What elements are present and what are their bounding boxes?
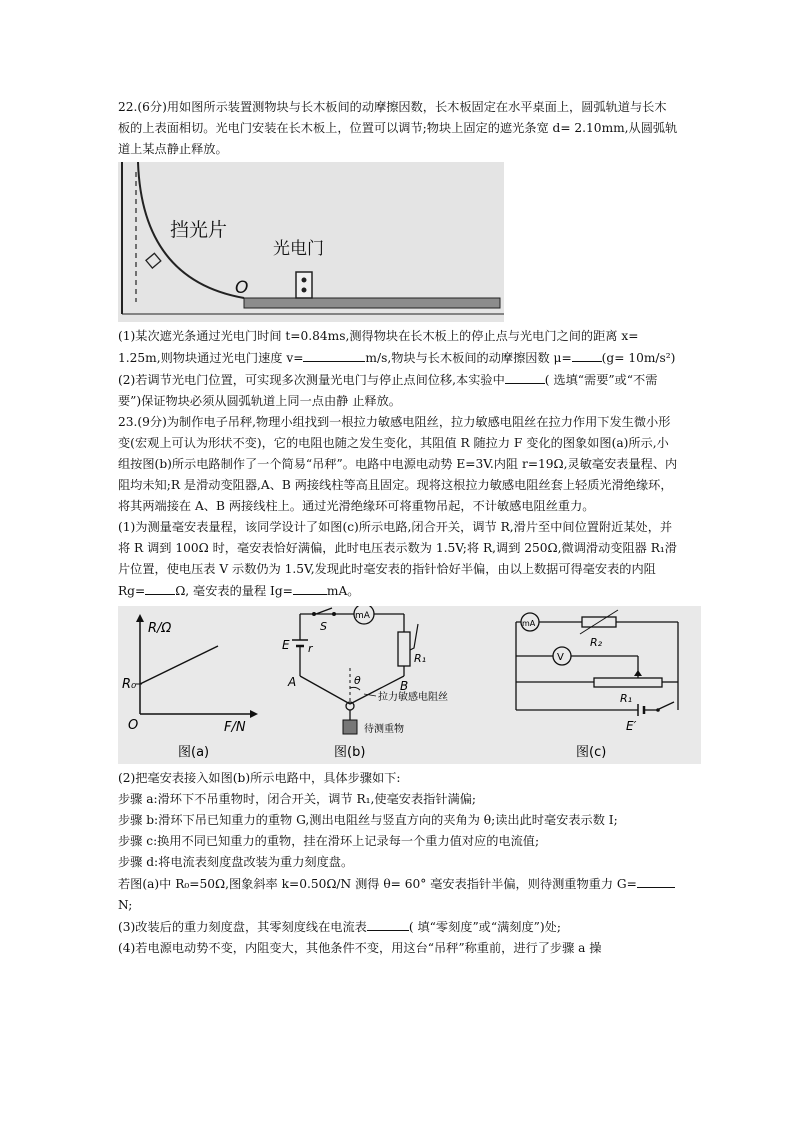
q22-figure [118,162,504,322]
q23-step-b: 步骤 b:滑环下吊已知重力的重物 G,测出电阻丝与竖直方向的夹角为 θ;读出此时毫安表示数 I; [118,813,618,827]
mu-blank[interactable] [572,347,602,362]
q22-intro: 22.(6分)用如图所示装置测物块与长木板间的动摩擦因数，长木板固定在水平桌面上，圆弧轨道与长木板的上表面相切。光电门安装在长木板上，位置可以调节;物块上固定的遮光条宽 d= 2.10mm,从圆弧轨道上某点静止释放。 [118,100,678,156]
fig-c-R1: R₁ [620,692,633,705]
fig-a-xlabel: F/N [224,720,246,735]
ig-blank[interactable] [293,580,327,595]
fig-b-B: B [400,679,409,693]
q22-part2-text-b: ( 选填“需要”或“不需要”)保证物块必须从圆弧轨道上同一点由静 止释放。 [118,373,658,408]
q23-part2-cond-text-b: N; [118,898,133,912]
q23-intro: 23.(9分)为制作电子吊秤,物理小组找到一根拉力敏感电阻丝，拉力敏感电阻丝在拉力作用下发生微小形变(宏观上可认为形状不变)，它的电阻也随之发生变化，其阻值 R 随拉力 F 变化的图象如图(a)所示,小组按图(b)所示电路制作了一个简易“吊秤”。电路中电源电动势 E=3V.内阻 r=19Ω,灵敏毫安表量程、内阻均未知;R 是滑动变阻器,A、B 两接线柱等高且固定。现将这根拉力敏感电阻丝套上轻质光滑绝缘环，将其两端接在 A、B 两接线柱上。通过光滑绝缘环可将重物吊起，不计敏感电阻丝重力。 [118,415,678,513]
q23-step-d: 步骤 d:将电流表刻度盘改装为重力刻度盘。 [118,855,354,869]
fig-b-wire-label: 拉力敏感电阻丝 [378,692,448,703]
exam-page [118,97,678,959]
origin-label: O [235,278,249,298]
q23-part1-text-c: mA。 [326,584,360,598]
q23-part1 [118,517,678,602]
q23-figures [118,606,701,764]
fig-a-r0: R₀ [122,677,137,692]
fig-b-weight-label: 待测重物 [364,724,404,735]
q23-part3-text-b: ( 填“零刻度”或“满刻度”)处; [408,920,561,934]
q23-figures-svg [118,606,701,764]
fig-b-r: r [308,642,313,655]
gate-label: 光电门 [273,239,324,259]
q22-part1 [118,326,678,369]
q22-part1-text-a: (1)某次遮光条通过光电门时间 t=0.84ms,测得物块在长木板上的停止点与光电门之间的距离 x= 1.25m,则物块通过光电门速度 v= [118,329,639,365]
q23-step-a: 步骤 a:滑环下不吊重物时，闭合开关，调节 R₁,使毫安表指针满偏; [118,792,477,806]
fig-c-R2: R₂ [590,636,603,649]
fig-b-E: E [282,638,290,652]
q22-part1-text-b: m/s,物块与长木板间的动摩擦因数 μ= [365,351,572,365]
q23-part2-heading: (2)把毫安表接入如图(b)所示电路中，具体步骤如下: [118,771,401,785]
q23-part2-condition [118,873,678,916]
q23-part1-text-b: Ω, 毫安表的量程 Ig= [175,584,293,598]
q23-part3 [118,916,678,938]
fig-c-caption: 图(c) [576,745,607,760]
q22-apparatus-diagram [118,162,504,322]
fig-a-caption: 图(a) [178,745,210,760]
shade-label: 挡光片 [170,219,228,241]
q23-part4: (4)若电源电动势不变，内阻变大，其他条件不变，用这台“吊秤”称重前，进行了步骤 a 操 [118,941,602,955]
fig-a-ylabel: R/Ω [148,621,172,636]
fig-a-origin: O [128,718,139,733]
q23-step-c: 步骤 c:换用不同已知重力的重物，挂在滑环上记录每一个重力值对应的电流值; [118,834,540,848]
q23-part1-text-a: (1)为测量毫安表量程，该同学设计了如图(c)所示电路,闭合开关，调节 R,滑片至中间位置附近某处，并将 R 调到 100Ω 时，毫安表恰好满偏，此时电压表示数为 1.5V;将 R,调到 250Ω,微调滑动变阻器 R₁滑片位置，使电压表 V 示数仍为 1.5V,发现此时毫安表的指针恰好半偏，由以上数据可得毫安表的内阻 Rg= [118,520,677,598]
velocity-blank[interactable] [303,347,365,362]
q23-part2-cond-text-a: 若图(a)中 R₀=50Ω,图象斜率 k=0.50Ω/N 测得 θ= 60° 毫安表指针半偏，则待测重物重力 G= [118,877,637,891]
fig-b-caption: 图(b) [334,745,366,760]
q23-part3-text-a: (3)改装后的重力刻度盘，其零刻度线在电流表 [118,920,367,934]
rg-blank[interactable] [145,580,175,595]
fig-b-theta: θ [354,674,361,687]
scale-zero-blank[interactable] [367,916,409,931]
q22-part1-text-c: (g= 10m/s²) [601,351,676,365]
fig-c-V: V [557,652,564,663]
fig-b-A: A [288,675,297,689]
fig-b-R1: R₁ [414,652,427,665]
fig-b-S: S [320,620,327,633]
fig-c-E: E′ [626,719,637,733]
fig-c-mA: mA [522,619,536,628]
gravity-blank[interactable] [637,873,675,888]
need-blank[interactable] [505,369,545,384]
q22-part2 [118,369,678,412]
q22-part2-text-a: (2)若调节光电门位置，可实现多次测量光电门与停止点间位移,本实验中 [118,373,505,387]
fig-b-mA: mA [355,611,370,621]
